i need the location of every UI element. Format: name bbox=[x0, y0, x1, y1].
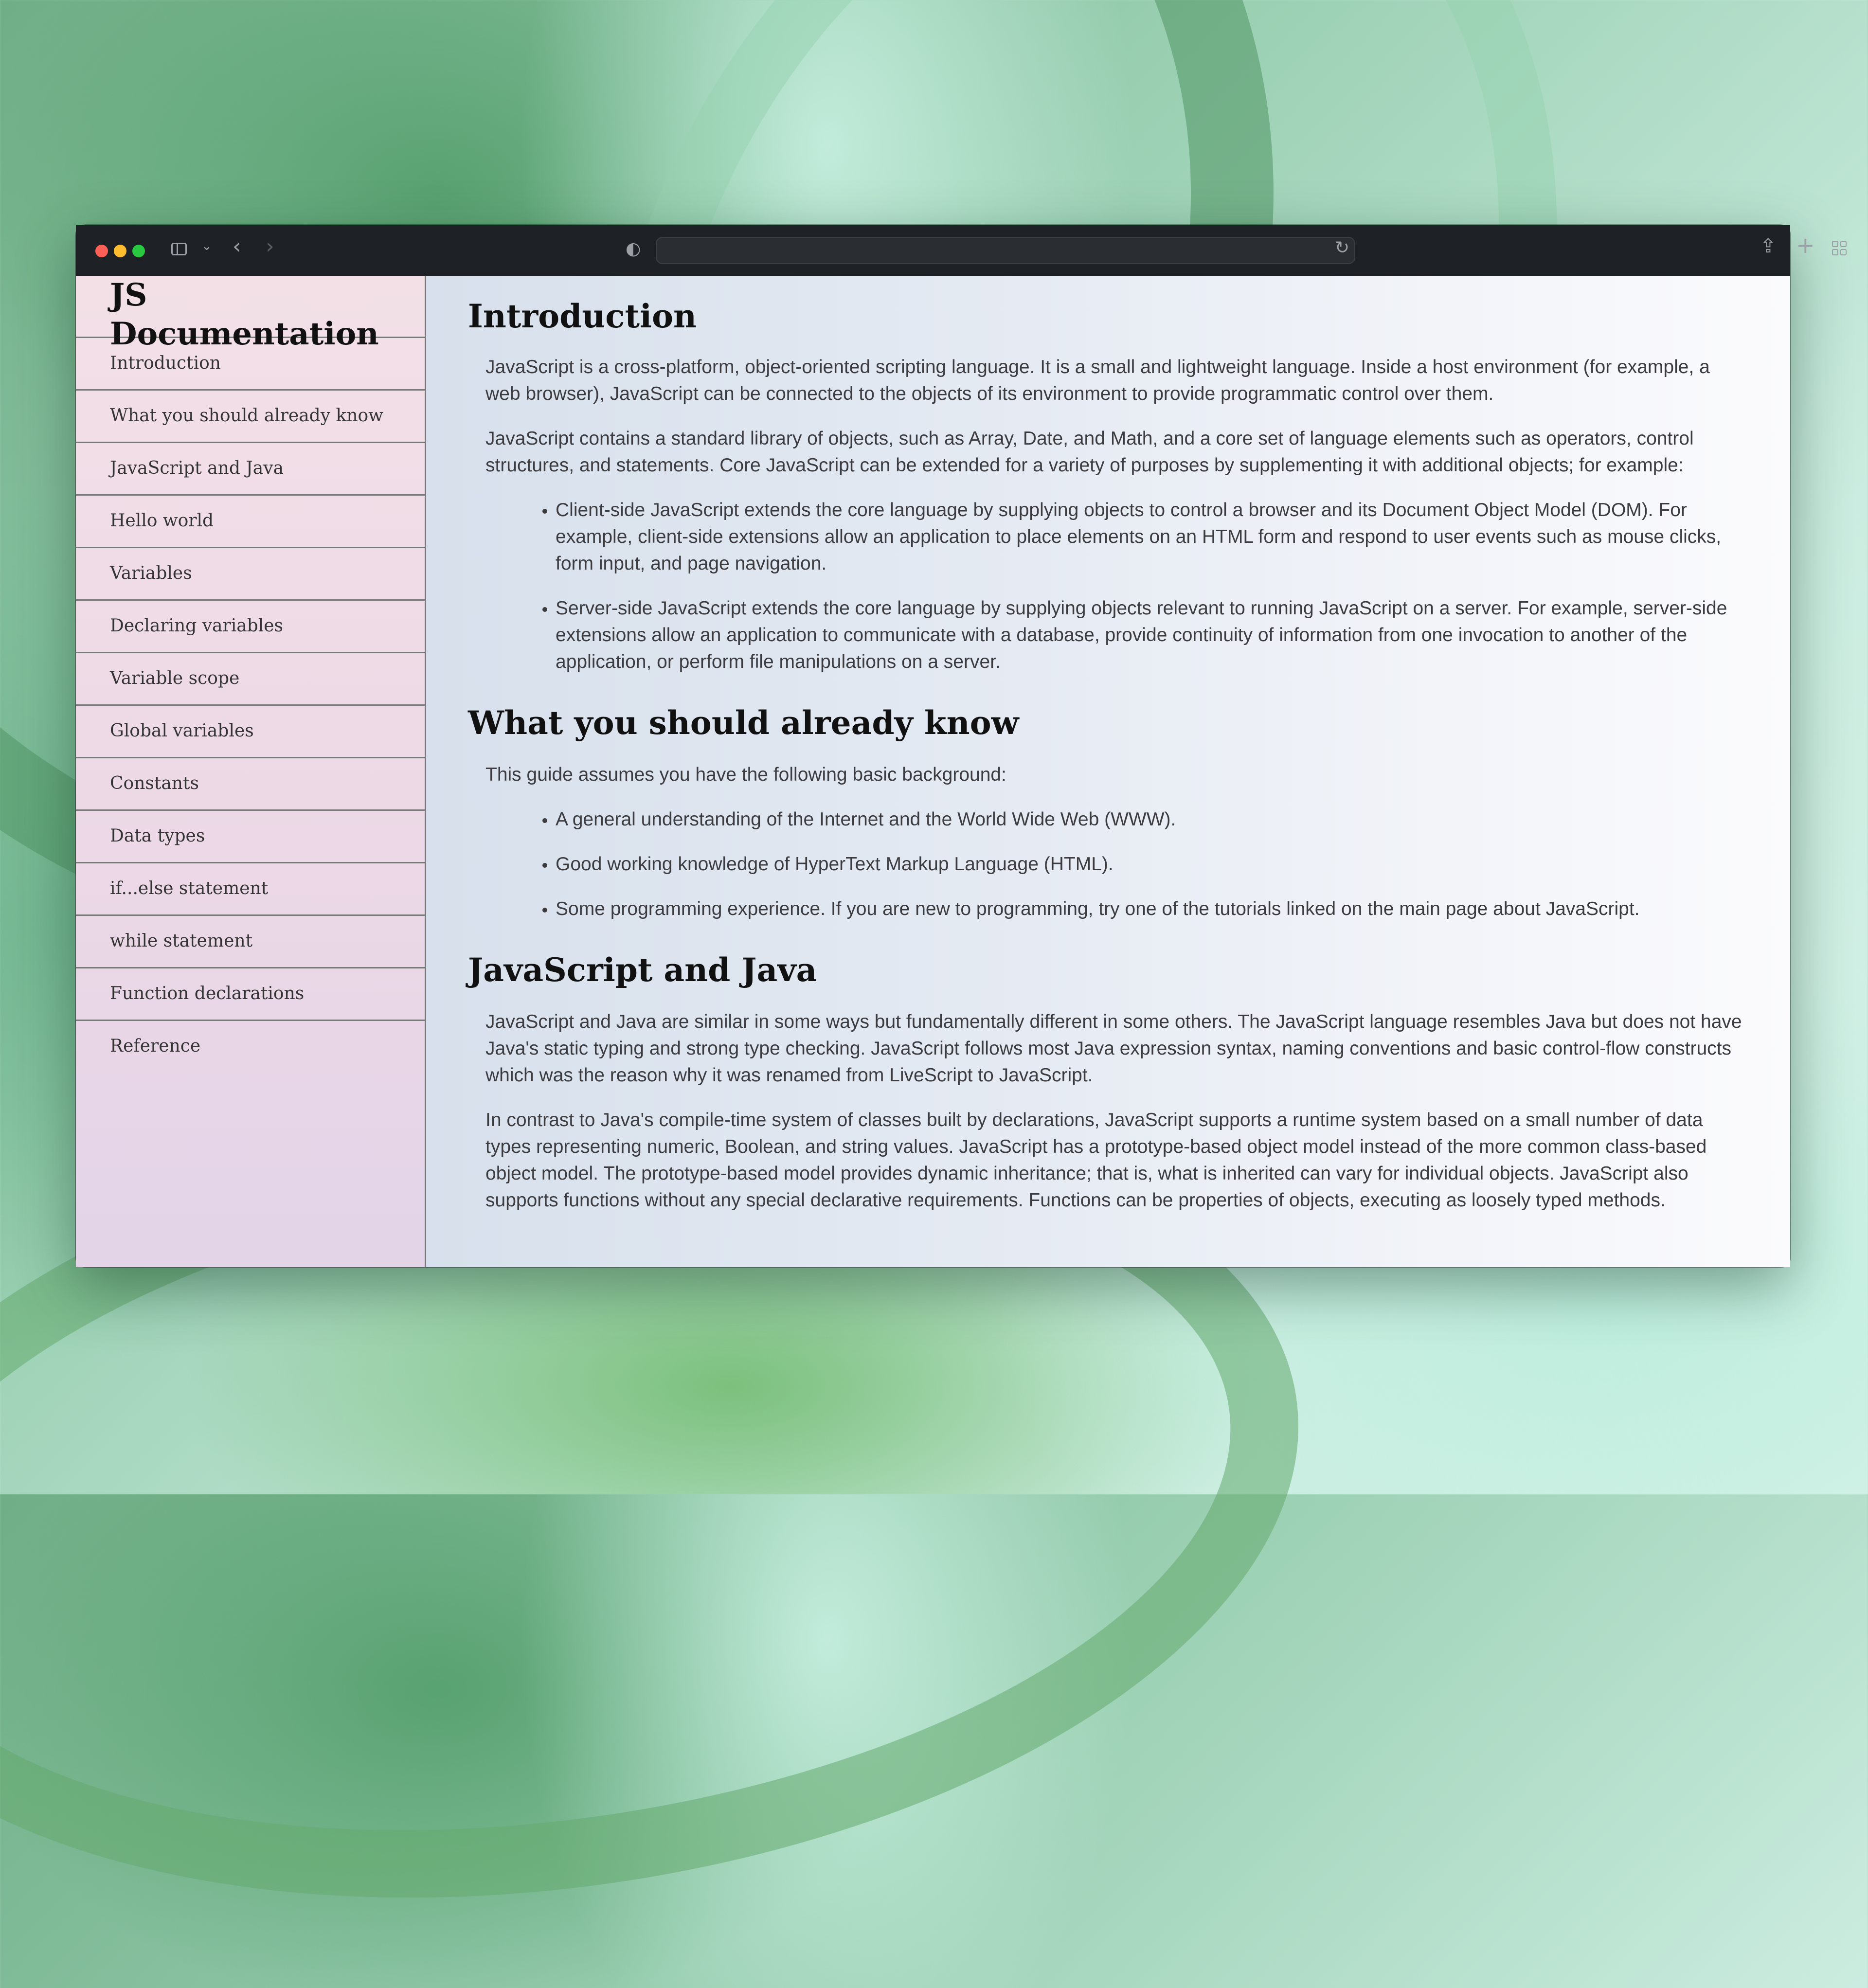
sidebar-item-declaring-variables[interactable]: Declaring variables bbox=[76, 601, 425, 653]
sidebar-nav bbox=[76, 276, 426, 1267]
list-item: • Some programming experience. If you are new to programming, try one of the tutorials linked on the main page about JavaScript. bbox=[556, 895, 1746, 922]
sidebar-item-introduction[interactable]: Introduction bbox=[76, 338, 425, 391]
chevron-left-icon[interactable]: ‹ bbox=[233, 234, 241, 259]
address-bar[interactable] bbox=[656, 237, 1355, 264]
paragraph: JavaScript and Java are similar in some ways but fundamentally different in some others. The JavaScript language resembles Java but does not have Java's static typing and strong type checking. JavaScript follows most Java expression syntax, naming conventions and basic control-flow constructs which was the reason why it was renamed from LiveScript to JavaScript. bbox=[485, 1011, 1742, 1086]
sidebar-item-variables[interactable]: Variables bbox=[76, 548, 425, 601]
section-heading: What you should already know bbox=[468, 704, 1019, 742]
browser-window bbox=[76, 225, 1815, 1267]
list-item: • Good working knowledge of HyperText Markup Language (HTML). bbox=[556, 851, 1746, 878]
reload-icon[interactable]: ↻ bbox=[1335, 238, 1350, 258]
bullet-list bbox=[468, 806, 1746, 922]
bullet-list bbox=[468, 497, 1746, 675]
section-heading: Introduction bbox=[468, 297, 697, 335]
sidebar-item-global-variables[interactable]: Global variables bbox=[76, 706, 425, 758]
sidebar-item-reference[interactable]: Reference bbox=[110, 1036, 201, 1056]
section-heading: JavaScript and Java bbox=[468, 951, 817, 989]
sidebar-item-function-declarations[interactable]: Function declarations bbox=[76, 968, 425, 1021]
list-item: • A general understanding of the Internet and the World Wide Web (WWW). bbox=[556, 806, 1746, 833]
minimize-window-button[interactable] bbox=[114, 245, 126, 257]
plus-icon[interactable]: + bbox=[1796, 232, 1815, 258]
chevron-down-icon[interactable]: ⌄ bbox=[201, 239, 212, 253]
section-javascript-and-java bbox=[426, 940, 1790, 1214]
sidebar-item-data-types[interactable]: Data types bbox=[76, 811, 425, 863]
section-introduction bbox=[426, 276, 1790, 675]
sidebar-item-javascript-and-java[interactable]: JavaScript and Java bbox=[76, 443, 425, 496]
sidebar-item-constants[interactable]: Constants bbox=[76, 758, 425, 811]
tab-grid-icon[interactable] bbox=[1832, 241, 1847, 255]
paragraph: JavaScript contains a standard library of objects, such as Array, Date, and Math, and a core set of language elements such as operators, control structures, and statements. Core JavaScript can be extended for a variety of purposes by supplementing it with additional objects; for example: bbox=[485, 428, 1694, 476]
paragraph: JavaScript is a cross-platform, object-oriented scripting language. It is a small and lightweight language. Inside a host environment (for example, a web browser), JavaScript can be connected to the objects of its environment to provide programmatic control over them. bbox=[485, 357, 1710, 404]
list-item: • Server-side JavaScript extends the core language by supplying objects relevant to running JavaScript on a server. For example, server-side extensions allow an application to communicate with a database, provide continuity of information from one invocation to another of the application, or perform file manipulations on a server. bbox=[556, 595, 1746, 675]
section-what-you-should-already-know bbox=[426, 693, 1790, 922]
privacy-shield-icon[interactable]: ◐ bbox=[626, 239, 641, 259]
page-content bbox=[76, 276, 1790, 1267]
share-icon[interactable]: ⇪ bbox=[1760, 235, 1777, 257]
sidebar-item-if-else-statement[interactable]: if...else statement bbox=[76, 863, 425, 916]
paragraph: In contrast to Java's compile-time system of classes built by declarations, JavaScript supports a runtime system based on a small number of data types representing numeric, Boolean, and string values. JavaScript has a prototype-based object model instead of the more common class-based object model. The prototype-based model provides dynamic inheritance; that is, what is inherited can vary for individual objects. JavaScript also supports functions without any special declarative requirements. Functions can be properties of objects, executing as loosely typed methods. bbox=[485, 1110, 1707, 1211]
sidebar-item-hello-world[interactable]: Hello world bbox=[76, 496, 425, 548]
browser-toolbar bbox=[76, 225, 1815, 276]
paragraph: This guide assumes you have the following basic background: bbox=[485, 764, 1006, 785]
sidebar-item-what-you-should-already-know[interactable]: What you should already know bbox=[76, 391, 425, 443]
list-item: • Client-side JavaScript extends the core language by supplying objects to control a browser and its Document Object Model (DOM). For example, client-side extensions allow an application to place elements on an HTML form and respond to user events such as mouse clicks, form input, and page navigation. bbox=[556, 497, 1746, 577]
sidebar-title: JS Documentation bbox=[76, 276, 425, 338]
sidebar-icon[interactable] bbox=[171, 243, 187, 255]
main-doc bbox=[426, 276, 1790, 1267]
zoom-window-button[interactable] bbox=[132, 245, 145, 257]
sidebar-item-variable-scope[interactable]: Variable scope bbox=[76, 653, 425, 706]
chevron-right-icon[interactable]: › bbox=[266, 234, 274, 259]
sidebar-item-while-statement[interactable]: while statement bbox=[76, 916, 425, 968]
close-window-button[interactable] bbox=[95, 245, 108, 257]
